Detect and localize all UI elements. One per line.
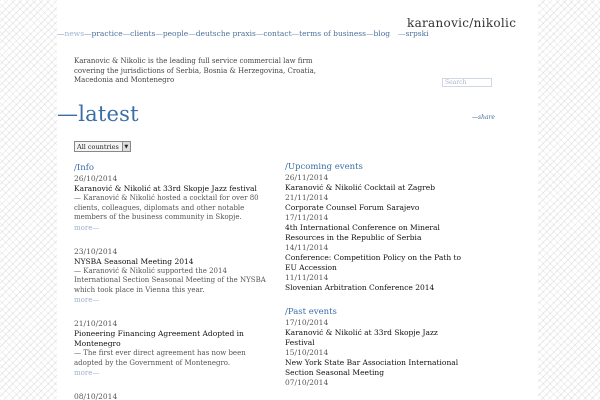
page	[57, 0, 538, 400]
item-date: 23/10/2014	[74, 246, 118, 256]
country-filter-select[interactable]	[74, 141, 131, 152]
upcoming-events-title[interactable]: /Upcoming events	[285, 162, 363, 172]
item-excerpt: — The first ever direct agreement has now been adopted by the Government of Montenegro.	[74, 349, 246, 367]
more-link[interactable]: more—	[74, 296, 100, 304]
item-excerpt: — Karanović & Nikolić supported the 2014 International Section Seasonal Meeting of the NYSBA which took place in Vienna this year.	[74, 266, 266, 294]
intro-text: Karanovic & Nikolic is the leading full service commercial law firm covering the jurisdictions of Serbia, Bosnia & Herzegovina, Croatia, Macedonia and Montenegro	[74, 57, 317, 84]
list-item	[74, 174, 269, 233]
item-title[interactable]: Corporate Counsel Forum Sarajevo	[285, 203, 420, 212]
list-item	[285, 213, 465, 243]
item-date: 26/10/2014	[74, 174, 118, 183]
item-title[interactable]: 4th International Conference on Mineral Resources in the Republic of Serbia	[285, 223, 440, 242]
item-title[interactable]: Conference: Competition Policy on the Path to EU Accession	[285, 253, 462, 272]
item-date: 07/10/2014	[285, 378, 329, 387]
item-date: 17/11/2014	[285, 213, 329, 222]
item-title[interactable]: Karanović & Nikolić at 33rd Skopje Jazz festival	[74, 184, 257, 193]
nav-item-blog[interactable]: blog	[373, 29, 391, 38]
language-switch[interactable]: srpski	[405, 29, 429, 38]
nav-item-people[interactable]: people	[162, 29, 189, 38]
item-title[interactable]: Karanović & Nikolić Cocktail at Zagreb	[285, 183, 436, 192]
share-link[interactable]: —share	[472, 114, 495, 121]
page-title: —latest	[57, 102, 139, 126]
past-events-title[interactable]: /Past events	[285, 307, 337, 317]
item-date: 15/10/2014	[285, 348, 329, 357]
item-date: 08/10/2014	[74, 392, 118, 400]
nav-item-clients[interactable]: clients	[130, 29, 156, 38]
list-item	[285, 273, 465, 293]
chevron-down-icon: ▼	[122, 142, 130, 151]
site-brand[interactable]: karanovic/nikolic	[407, 16, 517, 30]
nav-item-practice[interactable]: practice	[91, 29, 123, 38]
list-item	[74, 392, 269, 400]
item-title[interactable]: Pioneering Financing Agreement Adopted in Montenegro	[74, 329, 244, 348]
item-date: 11/11/2014	[285, 273, 329, 282]
list-item	[285, 348, 465, 378]
item-title[interactable]: NYSBA Seasonal Meeting 2014	[74, 256, 194, 266]
item-date: 14/11/2014	[285, 243, 329, 252]
item-date: 21/10/2014	[74, 319, 118, 328]
nav-item-news[interactable]: news	[64, 29, 85, 38]
info-column	[74, 163, 269, 400]
nav-item-terms[interactable]: terms of business	[299, 29, 366, 38]
list-item	[74, 247, 269, 306]
search-input[interactable]: Search	[442, 78, 492, 87]
item-title[interactable]: New York State Bar Association International Section Seasonal Meeting	[285, 358, 459, 377]
item-title[interactable]: Slovenian Arbitration Conference 2014	[285, 283, 435, 292]
country-filter-value: All countries	[77, 142, 119, 151]
list-item	[285, 243, 465, 273]
item-title[interactable]: Karanović & Nikolić at 33rd Skopje Jazz Festival	[285, 328, 438, 347]
list-item	[285, 378, 465, 388]
item-date: 17/10/2014	[285, 318, 329, 327]
list-item	[285, 193, 465, 213]
nav-item-deutsche-praxis[interactable]: deutsche praxis	[195, 29, 256, 38]
item-date: 26/11/2014	[285, 173, 329, 182]
main-nav: —news—practice—clients—people—deutsche praxis—contact—terms of business—blog —srpski	[57, 29, 429, 38]
nav-item-contact[interactable]: contact	[263, 29, 292, 38]
more-link[interactable]: more—	[74, 223, 100, 232]
item-date: 21/11/2014	[285, 193, 329, 202]
list-item	[285, 173, 465, 193]
list-item	[74, 319, 269, 378]
info-section-title[interactable]: /Info	[74, 163, 94, 173]
item-excerpt: — Karanović & Nikolić hosted a cocktail for over 80 clients, colleagues, diplomats and other notable members of the business community in Skopje.	[74, 194, 259, 221]
more-link[interactable]: more—	[74, 369, 100, 377]
list-item	[285, 318, 465, 348]
events-column	[285, 162, 465, 388]
